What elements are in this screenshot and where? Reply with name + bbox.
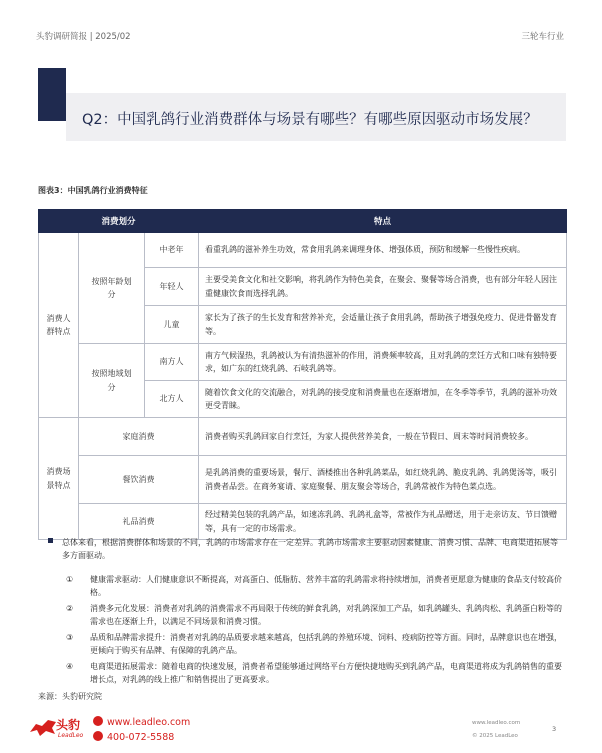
- sub-region-cell: [79, 344, 145, 418]
- summary-text: 总体来看，根据消费群体和场景的不同，乳鸽的市场需求存在一定差异。乳鸽市场需求主要驱动因素健康、消费习惯、品牌、电商渠道拓展等多方面驱动。: [62, 538, 558, 560]
- list-text: 电商渠道拓展需求：随着电商的快速发展，消费者希望能够通过网络平台方便快捷地购买到乳鸽产品，电商渠道将成为乳鸽销售的重要增长点，对乳鸽的线上推广和销售提出了更高要求。: [90, 662, 562, 684]
- header-industry: 三轮车行业: [521, 32, 564, 42]
- list-text: 健康需求驱动：人们健康意识不断提高，对高蛋白、低脂肪、营养丰富的乳鸽需求将持续增加，消费者更愿意为健康的食品支付较高价格。: [90, 575, 562, 597]
- table-row: [39, 233, 567, 268]
- website-text: www.leadleo.com: [107, 717, 191, 728]
- group-people-label: 消费人群特点: [46, 313, 71, 336]
- source-note: 来源：头豹研究院: [38, 692, 102, 701]
- summary-block: [52, 536, 562, 562]
- web-icon: [93, 716, 103, 726]
- row-label: 年轻人: [145, 268, 199, 306]
- phone-icon: [93, 731, 103, 741]
- footer-site: www.leadleo.com: [472, 720, 521, 726]
- row-label: 家庭消费: [79, 418, 199, 456]
- table-row: [39, 344, 567, 381]
- row-label: 北方人: [145, 381, 199, 418]
- row-desc: 消费者购买乳鸽回家自行烹饪，为家人提供营养美食，一般在节假日、周末等时间消费较多。: [199, 418, 567, 456]
- table-row: [39, 456, 567, 504]
- header-division: 消费划分: [39, 210, 199, 233]
- sub-age-cell: [79, 233, 145, 344]
- table-row: [39, 504, 567, 540]
- list-item: [66, 602, 562, 628]
- row-desc: 是乳鸽消费的重要场景，餐厅、酒楼推出各种乳鸽菜品，如红烧乳鸽、脆皮乳鸽、乳鸽煲汤等，吸引消费者品尝。在商务宴请、家庭聚餐、朋友聚会等场合，乳鸽常被作为特色菜点选。: [199, 456, 567, 504]
- list-number: ③: [66, 633, 74, 642]
- list-number: ④: [66, 662, 74, 671]
- group-people-cell: [39, 233, 79, 418]
- list-number: ①: [66, 575, 74, 584]
- group-scene-cell: [39, 418, 79, 540]
- row-desc: 家长为了孩子的生长发育和营养补充，会适量让孩子食用乳鸽，帮助孩子增强免疫力、促进骨骼发育等。: [199, 306, 567, 344]
- row-label: 礼品消费: [79, 504, 199, 540]
- row-desc: 看重乳鸽的滋补养生功效，常食用乳鸽来调理身体、增强体质，预防和缓解一些慢性疾病。: [199, 233, 567, 268]
- list-item: [66, 573, 562, 599]
- consumption-feature-table: [38, 209, 567, 540]
- list-text: 消费多元化发展：消费者对乳鸽的消费需求不再局限于传统的鲜食乳鸽，对乳鸽深加工产品，如乳鸽罐头、乳鸽肉松、乳鸽蛋白粉等的需求也在逐渐上升，以满足不同场景和消费习惯。: [90, 604, 562, 626]
- row-label: 南方人: [145, 344, 199, 381]
- row-desc: 南方气候湿热，乳鸽被认为有清热滋补的作用，消费频率较高，且对乳鸽的烹饪方式和口味有独特要求，如广东的红烧乳鸽、石岐乳鸽等。: [199, 344, 567, 381]
- leopard-logo-icon: [28, 716, 58, 738]
- list-item: [66, 660, 562, 686]
- phone-text: 400-072-5588: [107, 732, 175, 743]
- header-report-title: 头豹调研简报 | 2025/02: [36, 32, 131, 42]
- row-label: 餐饮消费: [79, 456, 199, 504]
- sub-age-label: 按照年龄划分: [91, 276, 132, 299]
- website-link[interactable]: [93, 716, 190, 728]
- list-number: ②: [66, 604, 74, 613]
- logo-text-en: LeadLeo: [58, 732, 84, 739]
- page-number: 3: [552, 725, 557, 733]
- row-desc: 经过精美包装的乳鸽产品，如速冻乳鸽、乳鸽礼盒等，常被作为礼品赠送，用于走亲访友、节日馈赠等，具有一定的市场需求。: [199, 504, 567, 540]
- list-item: [66, 631, 562, 657]
- group-scene-label: 消费场景特点: [46, 467, 71, 490]
- logo-text-cn: 头豹: [56, 718, 81, 732]
- row-label: 中老年: [145, 233, 199, 268]
- row-desc: 主要受美食文化和社交影响，将乳鸽作为特色美食，在聚会、聚餐等场合消费，也有部分年轻人因注重健康饮食而选择乳鸽。: [199, 268, 567, 306]
- row-desc: 随着饮食文化的交流融合，对乳鸽的接受度和消费量也在逐渐增加，在冬季等季节，乳鸽的滋补功效更受青睐。: [199, 381, 567, 418]
- header-features: 特点: [199, 210, 567, 233]
- square-bullet-icon: [48, 538, 53, 543]
- sub-region-label: 按照地域划分: [91, 369, 132, 392]
- table-header-row: [39, 210, 567, 233]
- figure-caption: 图表3：中国乳鸽行业消费特征: [38, 186, 148, 195]
- list-text: 品质和品牌需求提升：消费者对乳鸽的品质要求越来越高，包括乳鸽的养殖环境、饲料、疫病防控等方面。同时，品牌意识也在增强，更倾向于购买有品牌、有保障的乳鸽产品。: [90, 633, 562, 655]
- question-accent-block: [38, 68, 66, 121]
- phone-link[interactable]: [93, 731, 174, 743]
- table-row: [39, 418, 567, 456]
- footer-copyright: © 2025 LeadLeo: [472, 733, 518, 739]
- driver-list: [66, 573, 562, 689]
- row-label: 儿童: [145, 306, 199, 344]
- question-title: Q2：中国乳鸽行业消费群体与场景有哪些？有哪些原因驱动市场发展？: [82, 112, 538, 128]
